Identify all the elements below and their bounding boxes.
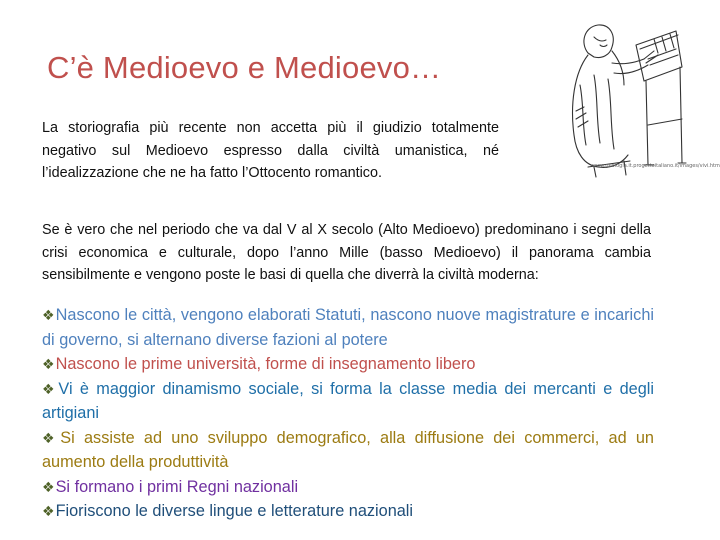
list-item xyxy=(42,303,654,352)
list-item xyxy=(42,475,654,500)
illustration-credit: www.geologia.it.progettoitaliano.it/images/vivi.htm xyxy=(592,163,720,169)
diamond-bullet-icon: ❖ xyxy=(42,307,55,323)
scribe-at-desk-illustration xyxy=(558,15,688,180)
body-paragraph: Se è vero che nel periodo che va dal V al X secolo (Alto Medioevo) predominano i segni della crisi economica e culturale, dopo l’anno Mille (basso Medioevo) il panorama cambia sensibilmente e vengono poste le basi di quella che diverrà la civiltà moderna: xyxy=(42,222,651,283)
diamond-bullet-icon: ❖ xyxy=(42,380,58,397)
diamond-bullet-icon: ❖ xyxy=(42,429,60,446)
intro-paragraph: La storiografia più recente non accetta più il giudizio totalmente negativo sul Medioevo espresso dalla civiltà umanistica, né l’idealizzazione che ne ha fatto l’Ottocento romantico. xyxy=(42,120,499,181)
list-item-text: Fioriscono le diverse lingue e letterature nazionali xyxy=(55,502,414,520)
slide-title: C’è Medioevo e Medioevo… xyxy=(47,50,442,85)
bullet-list xyxy=(42,303,654,524)
list-item-text: Nascono le prime università, forme di insegnamento libero xyxy=(55,355,476,373)
diamond-bullet-icon: ❖ xyxy=(42,478,55,495)
list-item xyxy=(42,352,654,377)
list-item-text: Vi è maggior dinamismo sociale, si forma la classe media dei mercanti e degli artigiani xyxy=(42,379,654,422)
list-item xyxy=(42,426,654,475)
list-item-text: Si assiste ad uno sviluppo demografico, alla diffusione dei commerci, ad un aumento della produttività xyxy=(42,428,654,471)
list-item-text: Nascono le città, vengono elaborati Statuti, nascono nuove magistrature e incarichi di governo, si alternano diverse fazioni al potere xyxy=(42,306,654,349)
list-item xyxy=(42,499,654,524)
list-item xyxy=(42,377,654,426)
list-item-text: Si formano i primi Regni nazionali xyxy=(55,477,299,496)
diamond-bullet-icon: ❖ xyxy=(42,503,55,519)
diamond-bullet-icon: ❖ xyxy=(42,356,55,372)
